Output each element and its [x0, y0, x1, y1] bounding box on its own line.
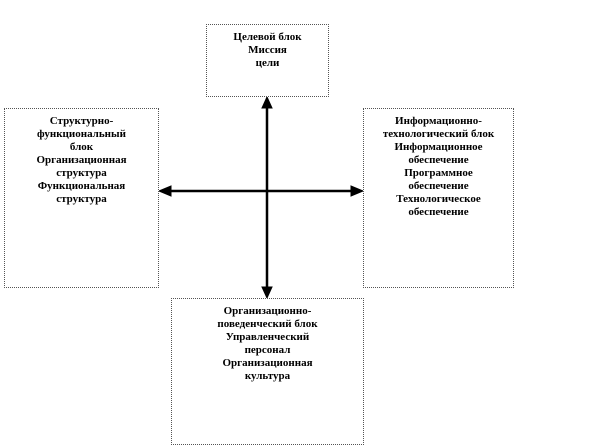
- org-behavioral-block: [171, 298, 364, 445]
- info-tech-block: [363, 108, 514, 288]
- info-tech-block-item-info-1: Информационное: [394, 141, 483, 153]
- vertical-arrow-head-down: [262, 287, 272, 298]
- org-behavioral-block-item-culture-2: культура: [244, 370, 291, 382]
- org-behavioral-block-item-staff-1: Управленческий: [225, 331, 310, 343]
- org-behavioral-block-item-staff-2: персонал: [244, 344, 291, 356]
- vertical-arrow-head-up: [262, 97, 272, 108]
- horizontal-arrow-head-right: [351, 186, 363, 196]
- info-tech-block-item-software-1: Программное: [404, 167, 473, 179]
- goal-block: [206, 24, 329, 97]
- info-tech-block-item-tech-2: обеспечение: [408, 206, 469, 218]
- org-behavioral-block-title-line-2: поведенческий блок: [217, 318, 318, 330]
- structural-functional-block: [4, 108, 159, 288]
- structural-block-item-org-structure-1: Организационная: [36, 154, 127, 166]
- goal-block-item-mission: Миссия: [248, 44, 287, 56]
- structural-block-title-line-3: блок: [69, 141, 94, 153]
- info-tech-block-title-line-2: технологический блок: [382, 128, 495, 140]
- info-tech-block-title-line-1: Информационно-: [395, 115, 482, 127]
- org-behavioral-block-title-line-1: Организационно-: [223, 305, 312, 317]
- structural-block-title-line-1: Структурно-: [49, 115, 114, 127]
- info-tech-block-item-software-2: обеспечение: [408, 180, 469, 192]
- structural-block-item-org-structure-2: структура: [56, 167, 107, 179]
- structural-block-title-line-2: функциональный: [37, 128, 126, 140]
- info-tech-block-item-info-2: обеспечение: [408, 154, 469, 166]
- structural-block-item-func-structure-2: структура: [56, 193, 107, 205]
- goal-block-item-goals: цели: [255, 57, 280, 69]
- info-tech-block-item-tech-1: Технологическое: [396, 193, 481, 205]
- horizontal-arrow-head-left: [159, 186, 171, 196]
- goal-block-title: Целевой блок: [233, 31, 302, 43]
- structural-block-item-func-structure-1: Функциональная: [37, 180, 126, 192]
- org-behavioral-block-item-culture-1: Организационная: [222, 357, 313, 369]
